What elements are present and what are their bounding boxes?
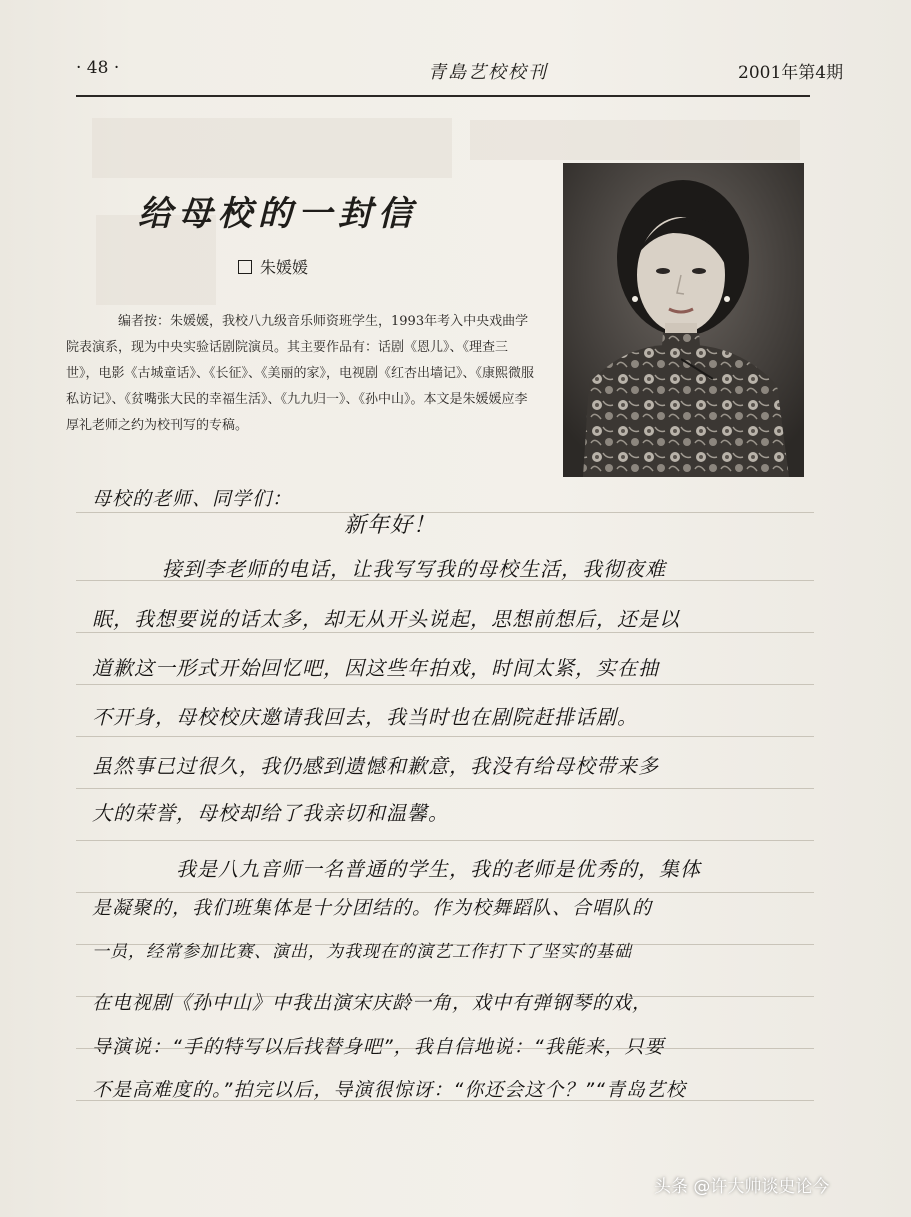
letter-line: 不开身，母校校庆邀请我回去，我当时也在剧院赶排话剧。 [92,705,638,729]
letter-line: 接到李老师的电话，让我写写我的母校生活，我彻夜难 [162,557,666,581]
letter-line: 眠，我想要说的话太多，却无从开头说起，思想前想后，还是以 [92,607,680,631]
letter-line: 一员，经常参加比赛、演出，为我现在的演艺工作打下了坚实的基础 [92,942,632,962]
ruled-line [76,736,814,737]
letter-line: 不是高难度的。”拍完以后，导演很惊讶：“你还会这个？”“青岛艺校 [92,1079,686,1101]
letter-line: 道歉这一形式开始回忆吧，因这些年拍戏，时间太紧，实在抽 [92,656,659,680]
ruled-line [76,840,814,841]
article-title: 给母校的一封信 [138,194,418,234]
journal-title: 青島艺校校刊 [428,62,548,83]
editor-note: 编者按：朱媛媛，我校八九级音乐师资班学生，1993年考入中央戏曲学院表演系，现为中央实验话剧院演员。其主要作品有：话剧《恩儿》、《理查三世》，电影《古城童话》、《长征》、《美丽的家》，电视剧《红杏出墙记》、《康熙微服私访记》、《贫嘴张大民的幸福生活》、《九九归一》、《孙中山》。本文是朱媛媛应李厚礼老师之约为校刊写的专稿。 [66,314,535,433]
header-rule [76,95,810,97]
bleed-through-block [470,120,800,160]
letter-line: 导演说：“手的特写以后找替身吧”，我自信地说：“我能来，只要 [92,1036,665,1058]
bleed-through-block [92,118,452,178]
author-name: 朱媛媛 [260,258,309,277]
ruled-line [76,632,814,633]
letter-line: 在电视剧《孙中山》中我出演宋庆龄一角，戏中有弹钢琴的戏， [92,992,653,1014]
letter-line: 虽然事已过很久，我仍感到遗憾和歉意，我没有给母校带来多 [92,754,659,778]
ruled-line [76,788,814,789]
ruled-line [76,684,814,685]
portrait-illustration [563,163,804,477]
issue-label: 2001年第4期 [738,63,844,83]
letter-new-year: 新年好！ [344,513,437,538]
letter-greeting: 母校的老师、同学们： [92,488,293,510]
watermark-text: 头条 @许大帅谈史论今 [654,1177,830,1197]
page-number: · 48 · [76,58,120,78]
letter-line: 我是八九音师一名普通的学生，我的老师是优秀的，集体 [176,857,701,881]
author-line [238,255,308,278]
letter-line: 大的荣誉，母校却给了我亲切和温馨。 [92,801,449,825]
letter-line: 是凝聚的，我们班集体是十分团结的。作为校舞蹈队、合唱队的 [92,897,653,919]
portrait-photo [563,163,804,477]
ruled-line [76,512,814,513]
square-icon [238,260,252,274]
